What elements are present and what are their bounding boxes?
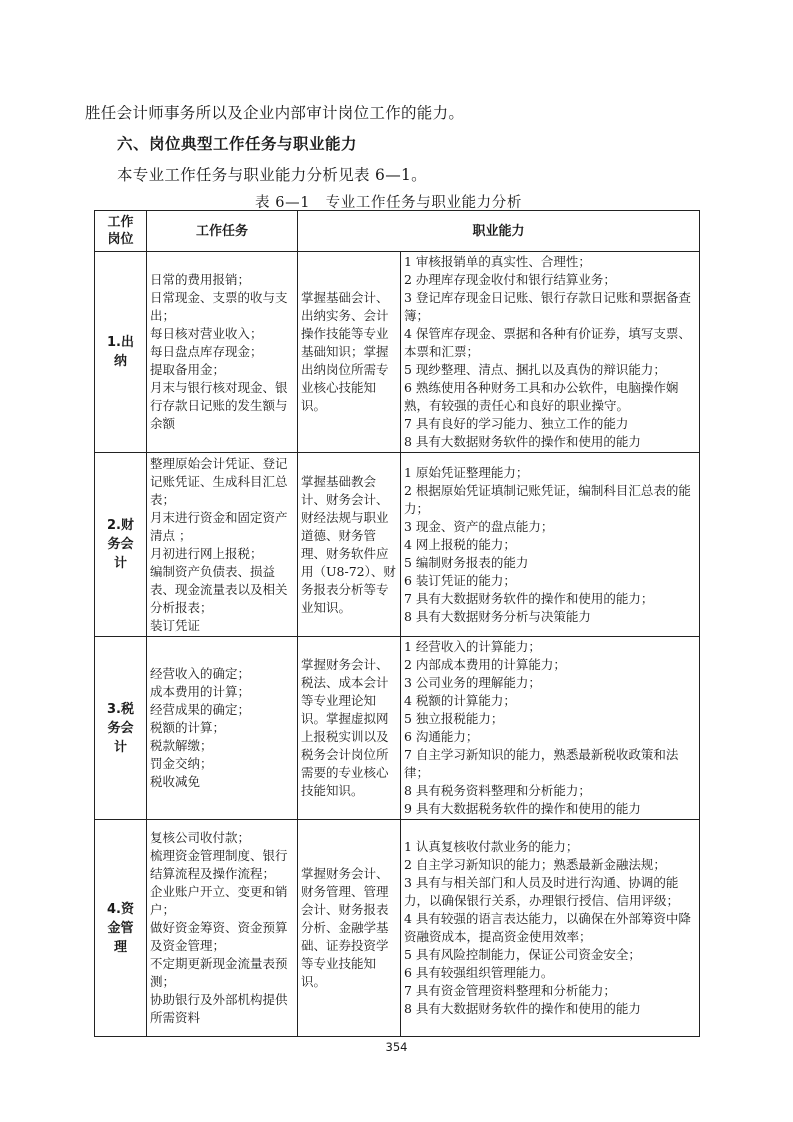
ability-item: 8 具有大数据财务软件的操作和使用的能力	[404, 434, 641, 449]
task-item: 整理原始会计凭证、登记记账凭证、生成科目汇总表；	[150, 455, 288, 507]
tasks-cell	[147, 252, 298, 453]
task-item: 企业账户开立、变更和销户；	[150, 884, 288, 917]
abilities-cell	[401, 637, 700, 820]
knowledge-cell: 掌握基础会计、出纳实务、会计操作技能等专业基础知识；掌握出纳岗位所需专业核心技能知识。	[298, 252, 401, 453]
task-item: 梳理资金管理制度、银行结算流程及操作流程；	[150, 848, 288, 881]
post-label: 1.出纳	[107, 335, 134, 369]
task-item: 装订凭证	[150, 617, 201, 633]
ability-item: 7 具有大数据财务软件的操作和使用的能力；	[404, 590, 654, 606]
post-cell	[95, 252, 147, 453]
abilities-cell	[401, 252, 700, 453]
ability-item: 1 原始凭证整理能力；	[404, 464, 529, 480]
task-item: 每日盘点库存现金；	[150, 344, 263, 359]
section-heading: 六、岗位典型工作任务与职业能力	[117, 135, 358, 153]
table-row	[95, 252, 700, 453]
post-cell	[95, 453, 147, 637]
ability-item: 4 具有较强的语言表达能力，以确保在外部筹资中降资融资成本，提高资金使用效率；	[404, 911, 691, 944]
ability-item: 2 根据原始凭证填制记账凭证，编制科目汇总表的能力；	[404, 482, 691, 516]
page-number: 354	[385, 1040, 408, 1054]
post-cell	[95, 637, 147, 820]
task-item: 复核公司收付款；	[150, 830, 251, 845]
table-row	[95, 820, 700, 1037]
table-caption: 表 6—1 专业工作任务与职业能力分析	[255, 195, 522, 211]
ability-item: 5 编制财务报表的能力	[404, 554, 529, 570]
task-item: 不定期更新现金流量表预测；	[150, 956, 288, 989]
ability-item: 3 公司业务的理解能力；	[404, 675, 541, 690]
task-item: 经营成果的确定；	[150, 702, 251, 717]
task-item: 协助银行及外部机构提供所需资料	[150, 992, 288, 1025]
task-item: 做好资金筹资、资金预算及资金管理；	[150, 920, 288, 953]
ability-item: 7 自主学习新知识的能力，熟悉最新税收政策和法律；	[404, 747, 679, 780]
table-row	[95, 637, 700, 820]
task-item: 月末与银行核对现金、银行存款日记账的发生额与余额	[150, 380, 288, 431]
task-item: 成本费用的计算；	[150, 684, 251, 699]
tasks-cell	[147, 637, 298, 820]
tasks-cell	[147, 453, 298, 637]
ability-item: 1 认真复核收付款业务的能力；	[404, 839, 579, 854]
task-ability-table	[94, 210, 700, 1037]
post-label: 4.资金管理	[107, 901, 134, 955]
ability-item: 1 经营收入的计算能力；	[404, 639, 541, 654]
header-tasks: 工作任务	[147, 211, 298, 252]
ability-item: 7 具有资金管理资料整理和分析能力；	[404, 983, 616, 998]
ability-item: 2 内部成本费用的计算能力；	[404, 657, 566, 672]
ability-item: 8 具有大数据财务软件的操作和使用的能力	[404, 1001, 641, 1016]
ability-item: 5 具有风险控制能力，保证公司资金安全；	[404, 947, 641, 962]
ability-item: 3 现金、资产的盘点能力；	[404, 518, 554, 534]
knowledge-cell: 掌握基础教会计、财务会计、财经法规与职业道德、财务管理、财务软件应用（U8-72）、财务报表分析等专业知识。	[298, 453, 401, 637]
ability-item: 5 独立报税能力；	[404, 711, 504, 726]
task-item: 罚金交纳；	[150, 756, 213, 771]
task-item: 月初进行网上报税；	[150, 545, 263, 561]
task-item: 日常现金、支票的收与支出；	[150, 290, 288, 323]
post-cell	[95, 820, 147, 1037]
ability-item: 7 具有良好的学习能力、独立工作的能力	[404, 416, 629, 431]
header-post: 工作岗位	[95, 211, 147, 252]
task-item: 经营收入的确定；	[150, 666, 251, 681]
task-item: 税款解缴；	[150, 738, 213, 753]
knowledge-cell: 掌握财务会计、税法、成本会计等专业理论知识。掌握虚拟网上报税实训以及税务会计岗位所需要的专业核心技能知识。	[298, 637, 401, 820]
task-item: 每日核对营业收入；	[150, 326, 263, 341]
abilities-cell	[401, 453, 700, 637]
ability-item: 3 登记库存现金日记账、银行存款日记账和票据备查簿；	[404, 290, 691, 323]
ability-item: 6 装订凭证的能力；	[404, 572, 516, 588]
header-abilities: 职业能力	[298, 211, 700, 252]
ability-item: 2 办理库存现金收付和银行结算业务；	[404, 272, 616, 287]
ability-item: 9 具有大数据税务软件的操作和使用的能力	[404, 801, 641, 816]
task-item: 提取备用金；	[150, 362, 226, 377]
ability-item: 6 熟练使用各种财务工具和办公软件，电脑操作娴熟，有较强的责任心和良好的职业操守。	[404, 380, 679, 413]
ability-item: 1 审核报销单的真实性、合理性；	[404, 254, 591, 269]
task-item: 日常的费用报销；	[150, 272, 251, 287]
ability-item: 5 现纱整理、清点、捆扎以及真伪的辩识能力；	[404, 362, 666, 377]
table-row	[95, 453, 700, 637]
ability-item: 8 具有大数据财务分析与决策能力	[404, 608, 591, 624]
ability-item: 3 具有与相关部门和人员及时进行沟通、协调的能力，以确保银行关系，办理银行授信、信用评级；	[404, 875, 680, 908]
post-label: 3.税务会计	[107, 701, 134, 755]
post-label: 2.财务会计	[107, 518, 134, 571]
task-item: 税额的计算；	[150, 720, 226, 735]
table-header-row	[95, 211, 700, 252]
section-text: 本专业工作任务与职业能力分析见表 6—1。	[117, 166, 427, 184]
task-item: 编制资产负债表、损益表、现金流量表以及相关分析报表；	[150, 563, 288, 615]
abilities-cell	[401, 820, 700, 1037]
intro-line: 胜任会计师事务所以及企业内部审计岗位工作的能力。	[85, 104, 465, 122]
knowledge-cell: 掌握财务会计、财务管理、管理会计、财务报表分析、金融学基础、证券投资学等专业技能知识。	[298, 820, 401, 1037]
ability-item: 6 具有较强组织管理能力。	[404, 965, 554, 980]
task-item: 税收减免	[150, 774, 201, 789]
ability-item: 8 具有税务资料整理和分析能力；	[404, 783, 591, 798]
task-item: 月末进行资金和固定资产清点 ；	[150, 509, 288, 543]
ability-item: 6 沟通能力；	[404, 729, 479, 744]
ability-item: 4 网上报税的能力；	[404, 536, 516, 552]
ability-item: 4 保管库存现金、票据和各种有价证券，填写支票、本票和汇票；	[404, 326, 691, 359]
ability-item: 2 自主学习新知识的能力；熟悉最新金融法规；	[404, 857, 666, 872]
tasks-cell	[147, 820, 298, 1037]
ability-item: 4 税额的计算能力；	[404, 693, 516, 708]
